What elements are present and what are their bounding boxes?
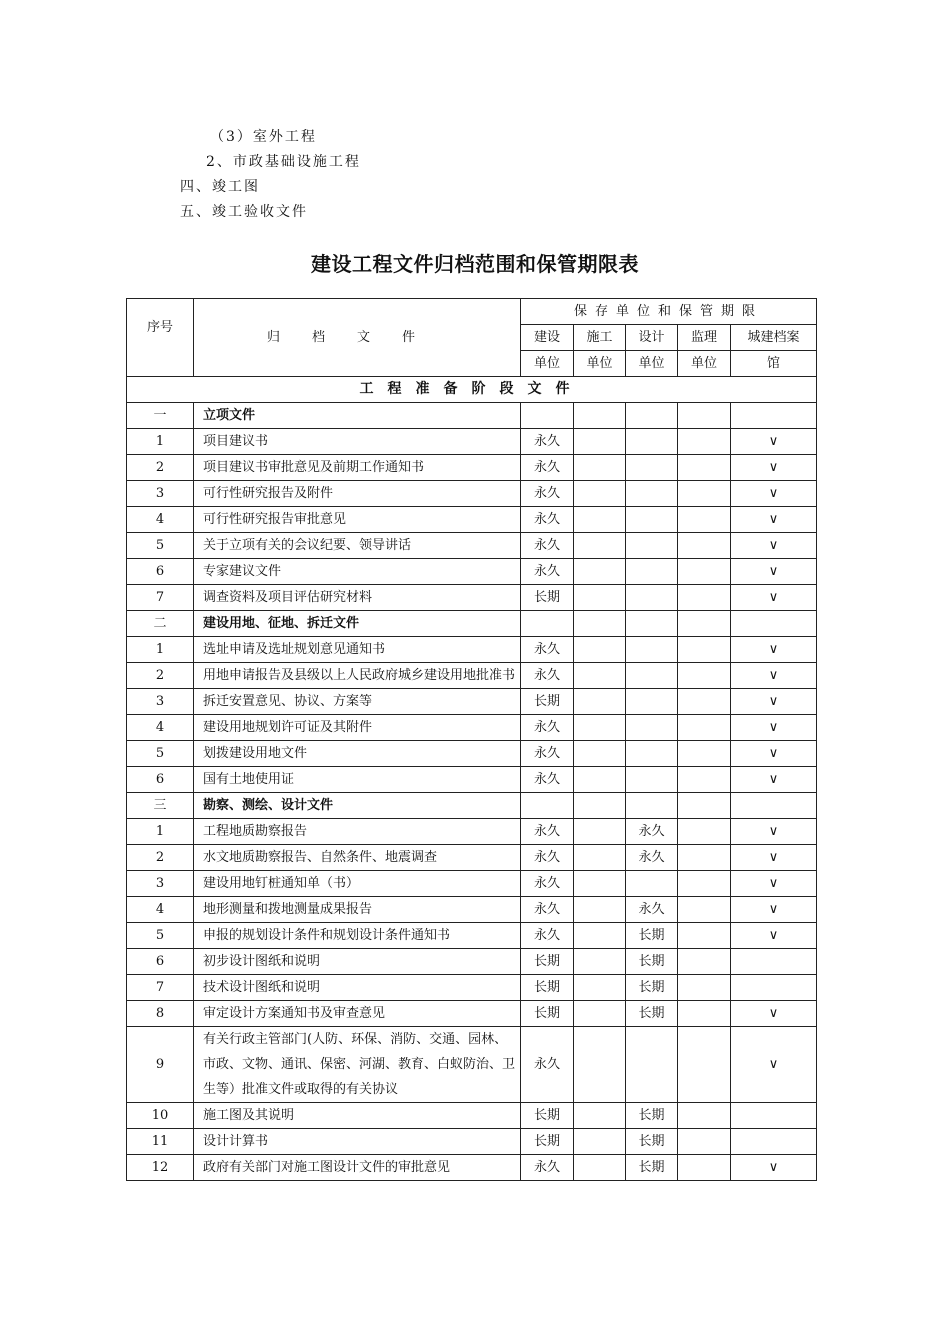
table-row bbox=[127, 845, 817, 871]
retention-supervision-unit bbox=[678, 455, 731, 481]
table-row bbox=[127, 1103, 817, 1129]
row-number: 5 bbox=[127, 923, 194, 949]
table-row bbox=[127, 715, 817, 741]
retention-construction-unit: 永久 bbox=[521, 637, 574, 663]
header-unit-line2: 单位 bbox=[574, 351, 626, 377]
retention-supervision-unit bbox=[678, 897, 731, 923]
retention-urban-archive: ∨ bbox=[731, 923, 817, 949]
retention-contractor bbox=[574, 1001, 626, 1027]
retention-construction-unit: 永久 bbox=[521, 897, 574, 923]
empty-cell bbox=[574, 793, 626, 819]
retention-contractor bbox=[574, 507, 626, 533]
retention-contractor bbox=[574, 1155, 626, 1181]
header-file: 归档文件 bbox=[194, 299, 521, 377]
retention-contractor bbox=[574, 819, 626, 845]
retention-design-unit: 长期 bbox=[626, 1129, 678, 1155]
retention-supervision-unit bbox=[678, 715, 731, 741]
header-unit-line2: 馆 bbox=[731, 351, 817, 377]
row-number: 3 bbox=[127, 871, 194, 897]
retention-contractor bbox=[574, 559, 626, 585]
retention-urban-archive: ∨ bbox=[731, 897, 817, 923]
row-number: 3 bbox=[127, 689, 194, 715]
retention-design-unit bbox=[626, 1027, 678, 1103]
retention-urban-archive: ∨ bbox=[731, 871, 817, 897]
row-number: 5 bbox=[127, 741, 194, 767]
retention-urban-archive: ∨ bbox=[731, 715, 817, 741]
retention-design-unit: 长期 bbox=[626, 1103, 678, 1129]
row-number: 2 bbox=[127, 845, 194, 871]
row-number: 7 bbox=[127, 975, 194, 1001]
table-row bbox=[127, 663, 817, 689]
retention-urban-archive bbox=[731, 1103, 817, 1129]
retention-contractor bbox=[574, 481, 626, 507]
table-row bbox=[127, 975, 817, 1001]
file-name: 政府有关部门对施工图设计文件的审批意见 bbox=[194, 1155, 521, 1181]
table-row bbox=[127, 1027, 817, 1103]
retention-supervision-unit bbox=[678, 481, 731, 507]
header-unit-line1: 建设 bbox=[521, 325, 574, 351]
table-row bbox=[127, 533, 817, 559]
retention-construction-unit: 长期 bbox=[521, 1001, 574, 1027]
archive-table bbox=[126, 298, 817, 1181]
file-name: 建设用地钉桩通知单（书） bbox=[194, 871, 521, 897]
file-name: 初步设计图纸和说明 bbox=[194, 949, 521, 975]
file-name: 选址申请及选址规划意见通知书 bbox=[194, 637, 521, 663]
section-number: 一 bbox=[127, 403, 194, 429]
retention-construction-unit: 永久 bbox=[521, 559, 574, 585]
retention-design-unit bbox=[626, 689, 678, 715]
section-number: 三 bbox=[127, 793, 194, 819]
retention-construction-unit: 长期 bbox=[521, 585, 574, 611]
row-number: 2 bbox=[127, 663, 194, 689]
retention-supervision-unit bbox=[678, 1027, 731, 1103]
retention-supervision-unit bbox=[678, 741, 731, 767]
retention-design-unit: 长期 bbox=[626, 923, 678, 949]
table-row bbox=[127, 585, 817, 611]
retention-urban-archive: ∨ bbox=[731, 507, 817, 533]
retention-supervision-unit bbox=[678, 585, 731, 611]
retention-supervision-unit bbox=[678, 845, 731, 871]
stage-header: 工程准备阶段文件 bbox=[127, 377, 817, 403]
file-name: 项目建议书 bbox=[194, 429, 521, 455]
retention-construction-unit: 永久 bbox=[521, 533, 574, 559]
retention-design-unit: 永久 bbox=[626, 819, 678, 845]
page-title: 建设工程文件归档范围和保管期限表 bbox=[311, 252, 639, 276]
retention-design-unit: 长期 bbox=[626, 1155, 678, 1181]
header-retention-group: 保存单位和保管期限 bbox=[521, 299, 817, 325]
retention-contractor bbox=[574, 975, 626, 1001]
retention-contractor bbox=[574, 923, 626, 949]
table-row bbox=[127, 819, 817, 845]
section-title: 建设用地、征地、拆迁文件 bbox=[194, 611, 521, 637]
retention-construction-unit: 长期 bbox=[521, 689, 574, 715]
retention-design-unit: 长期 bbox=[626, 1001, 678, 1027]
retention-design-unit bbox=[626, 481, 678, 507]
retention-urban-archive: ∨ bbox=[731, 481, 817, 507]
empty-cell bbox=[678, 403, 731, 429]
table-row bbox=[127, 949, 817, 975]
outline-item: （3）室外工程 bbox=[210, 129, 317, 145]
row-number: 7 bbox=[127, 585, 194, 611]
file-name: 可行性研究报告及附件 bbox=[194, 481, 521, 507]
retention-design-unit bbox=[626, 585, 678, 611]
empty-cell bbox=[574, 403, 626, 429]
file-name: 技术设计图纸和说明 bbox=[194, 975, 521, 1001]
retention-supervision-unit bbox=[678, 871, 731, 897]
retention-supervision-unit bbox=[678, 689, 731, 715]
retention-contractor bbox=[574, 455, 626, 481]
section-row bbox=[127, 403, 817, 429]
retention-contractor bbox=[574, 871, 626, 897]
retention-construction-unit: 永久 bbox=[521, 871, 574, 897]
retention-supervision-unit bbox=[678, 637, 731, 663]
retention-design-unit bbox=[626, 455, 678, 481]
empty-cell bbox=[521, 403, 574, 429]
retention-urban-archive: ∨ bbox=[731, 767, 817, 793]
retention-supervision-unit bbox=[678, 767, 731, 793]
retention-contractor bbox=[574, 715, 626, 741]
retention-design-unit: 长期 bbox=[626, 975, 678, 1001]
section-title: 勘察、测绘、设计文件 bbox=[194, 793, 521, 819]
row-number: 4 bbox=[127, 897, 194, 923]
retention-construction-unit: 永久 bbox=[521, 429, 574, 455]
retention-construction-unit: 永久 bbox=[521, 481, 574, 507]
retention-urban-archive: ∨ bbox=[731, 845, 817, 871]
retention-supervision-unit bbox=[678, 507, 731, 533]
empty-cell bbox=[626, 793, 678, 819]
header-unit-line1: 城建档案 bbox=[731, 325, 817, 351]
file-name: 专家建议文件 bbox=[194, 559, 521, 585]
header-unit-line1: 监理 bbox=[678, 325, 731, 351]
retention-supervision-unit bbox=[678, 819, 731, 845]
retention-supervision-unit bbox=[678, 429, 731, 455]
header-unit-line1: 设计 bbox=[626, 325, 678, 351]
retention-contractor bbox=[574, 533, 626, 559]
table-row bbox=[127, 507, 817, 533]
file-name: 工程地质勘察报告 bbox=[194, 819, 521, 845]
row-number: 4 bbox=[127, 715, 194, 741]
row-number: 6 bbox=[127, 949, 194, 975]
retention-supervision-unit bbox=[678, 975, 731, 1001]
retention-contractor bbox=[574, 689, 626, 715]
section-number: 二 bbox=[127, 611, 194, 637]
retention-design-unit: 永久 bbox=[626, 897, 678, 923]
empty-cell bbox=[731, 611, 817, 637]
retention-contractor bbox=[574, 637, 626, 663]
retention-design-unit bbox=[626, 429, 678, 455]
retention-construction-unit: 永久 bbox=[521, 1027, 574, 1103]
retention-design-unit bbox=[626, 767, 678, 793]
retention-design-unit bbox=[626, 533, 678, 559]
retention-urban-archive: ∨ bbox=[731, 663, 817, 689]
table-row bbox=[127, 455, 817, 481]
row-number: 1 bbox=[127, 819, 194, 845]
retention-design-unit bbox=[626, 559, 678, 585]
table-row bbox=[127, 767, 817, 793]
retention-construction-unit: 永久 bbox=[521, 819, 574, 845]
file-name: 划拨建设用地文件 bbox=[194, 741, 521, 767]
row-number: 1 bbox=[127, 637, 194, 663]
file-name: 项目建议书审批意见及前期工作通知书 bbox=[194, 455, 521, 481]
table-body bbox=[127, 377, 817, 1181]
retention-design-unit bbox=[626, 507, 678, 533]
file-name: 申报的规划设计条件和规划设计条件通知书 bbox=[194, 923, 521, 949]
file-name: 用地申请报告及县级以上人民政府城乡建设用地批准书 bbox=[194, 663, 521, 689]
row-number: 11 bbox=[127, 1129, 194, 1155]
retention-urban-archive: ∨ bbox=[731, 819, 817, 845]
section-title: 立项文件 bbox=[194, 403, 521, 429]
row-number: 10 bbox=[127, 1103, 194, 1129]
retention-supervision-unit bbox=[678, 533, 731, 559]
row-number: 3 bbox=[127, 481, 194, 507]
table-row bbox=[127, 689, 817, 715]
empty-cell bbox=[626, 611, 678, 637]
retention-contractor bbox=[574, 767, 626, 793]
retention-urban-archive bbox=[731, 949, 817, 975]
row-number: 9 bbox=[127, 1027, 194, 1103]
row-number: 1 bbox=[127, 429, 194, 455]
empty-cell bbox=[574, 611, 626, 637]
file-name: 水文地质勘察报告、自然条件、地震调查 bbox=[194, 845, 521, 871]
row-number: 5 bbox=[127, 533, 194, 559]
file-name: 关于立项有关的会议纪要、领导讲话 bbox=[194, 533, 521, 559]
retention-construction-unit: 永久 bbox=[521, 507, 574, 533]
retention-construction-unit: 永久 bbox=[521, 663, 574, 689]
retention-contractor bbox=[574, 1103, 626, 1129]
retention-supervision-unit bbox=[678, 949, 731, 975]
retention-supervision-unit bbox=[678, 663, 731, 689]
file-name: 施工图及其说明 bbox=[194, 1103, 521, 1129]
header-unit-line2: 单位 bbox=[626, 351, 678, 377]
file-name: 审定设计方案通知书及审查意见 bbox=[194, 1001, 521, 1027]
file-name: 地形测量和拨地测量成果报告 bbox=[194, 897, 521, 923]
retention-urban-archive bbox=[731, 975, 817, 1001]
empty-cell bbox=[521, 611, 574, 637]
table-row bbox=[127, 1001, 817, 1027]
retention-supervision-unit bbox=[678, 923, 731, 949]
retention-urban-archive: ∨ bbox=[731, 1027, 817, 1103]
retention-contractor bbox=[574, 1129, 626, 1155]
retention-construction-unit: 永久 bbox=[521, 767, 574, 793]
header-no: 序号 bbox=[127, 299, 194, 377]
retention-urban-archive: ∨ bbox=[731, 1155, 817, 1181]
retention-supervision-unit bbox=[678, 1103, 731, 1129]
file-name: 有关行政主管部门(人防、环保、消防、交通、园林、市政、文物、通讯、保密、河湖、教育、白蚁防治、卫生等）批准文件或取得的有关协议 bbox=[194, 1027, 521, 1103]
table-row bbox=[127, 1155, 817, 1181]
retention-design-unit bbox=[626, 637, 678, 663]
table-row bbox=[127, 481, 817, 507]
retention-construction-unit: 长期 bbox=[521, 1129, 574, 1155]
row-number: 6 bbox=[127, 767, 194, 793]
outline-item: 四、竣工图 bbox=[180, 179, 260, 195]
table-row bbox=[127, 1129, 817, 1155]
retention-contractor bbox=[574, 663, 626, 689]
header-unit-line1: 施工 bbox=[574, 325, 626, 351]
retention-construction-unit: 永久 bbox=[521, 715, 574, 741]
row-number: 2 bbox=[127, 455, 194, 481]
retention-supervision-unit bbox=[678, 1155, 731, 1181]
retention-supervision-unit bbox=[678, 1129, 731, 1155]
table-row bbox=[127, 923, 817, 949]
retention-construction-unit: 长期 bbox=[521, 975, 574, 1001]
file-name: 拆迁安置意见、协议、方案等 bbox=[194, 689, 521, 715]
row-number: 12 bbox=[127, 1155, 194, 1181]
empty-cell bbox=[521, 793, 574, 819]
empty-cell bbox=[731, 793, 817, 819]
retention-urban-archive: ∨ bbox=[731, 429, 817, 455]
retention-construction-unit: 永久 bbox=[521, 455, 574, 481]
table-row bbox=[127, 429, 817, 455]
retention-urban-archive bbox=[731, 1129, 817, 1155]
file-name: 设计计算书 bbox=[194, 1129, 521, 1155]
retention-design-unit bbox=[626, 715, 678, 741]
table-row bbox=[127, 637, 817, 663]
retention-design-unit bbox=[626, 741, 678, 767]
retention-supervision-unit bbox=[678, 1001, 731, 1027]
retention-construction-unit: 永久 bbox=[521, 741, 574, 767]
outline-item: 五、竣工验收文件 bbox=[180, 204, 308, 220]
retention-construction-unit: 永久 bbox=[521, 1155, 574, 1181]
empty-cell bbox=[731, 403, 817, 429]
retention-urban-archive: ∨ bbox=[731, 559, 817, 585]
retention-contractor bbox=[574, 741, 626, 767]
header-unit-line2: 单位 bbox=[521, 351, 574, 377]
retention-design-unit bbox=[626, 663, 678, 689]
file-name: 国有土地使用证 bbox=[194, 767, 521, 793]
retention-contractor bbox=[574, 585, 626, 611]
retention-urban-archive: ∨ bbox=[731, 637, 817, 663]
section-row bbox=[127, 611, 817, 637]
retention-construction-unit: 长期 bbox=[521, 1103, 574, 1129]
retention-design-unit: 长期 bbox=[626, 949, 678, 975]
header-unit-line2: 单位 bbox=[678, 351, 731, 377]
retention-construction-unit: 长期 bbox=[521, 949, 574, 975]
file-name: 建设用地规划许可证及其附件 bbox=[194, 715, 521, 741]
row-number: 8 bbox=[127, 1001, 194, 1027]
table-row bbox=[127, 559, 817, 585]
table-row bbox=[127, 897, 817, 923]
retention-contractor bbox=[574, 845, 626, 871]
file-name: 调查资料及项目评估研究材料 bbox=[194, 585, 521, 611]
row-number: 6 bbox=[127, 559, 194, 585]
section-row bbox=[127, 793, 817, 819]
retention-urban-archive: ∨ bbox=[731, 689, 817, 715]
table-row bbox=[127, 871, 817, 897]
outline-item: 2、市政基础设施工程 bbox=[206, 154, 361, 170]
retention-urban-archive: ∨ bbox=[731, 533, 817, 559]
empty-cell bbox=[626, 403, 678, 429]
empty-cell bbox=[678, 611, 731, 637]
retention-urban-archive: ∨ bbox=[731, 585, 817, 611]
retention-construction-unit: 永久 bbox=[521, 845, 574, 871]
retention-urban-archive: ∨ bbox=[731, 455, 817, 481]
table-row bbox=[127, 741, 817, 767]
retention-contractor bbox=[574, 897, 626, 923]
file-name: 可行性研究报告审批意见 bbox=[194, 507, 521, 533]
retention-contractor bbox=[574, 949, 626, 975]
retention-construction-unit: 永久 bbox=[521, 923, 574, 949]
retention-urban-archive: ∨ bbox=[731, 741, 817, 767]
empty-cell bbox=[678, 793, 731, 819]
retention-design-unit bbox=[626, 871, 678, 897]
retention-contractor bbox=[574, 1027, 626, 1103]
retention-design-unit: 永久 bbox=[626, 845, 678, 871]
retention-supervision-unit bbox=[678, 559, 731, 585]
row-number: 4 bbox=[127, 507, 194, 533]
retention-contractor bbox=[574, 429, 626, 455]
retention-urban-archive: ∨ bbox=[731, 1001, 817, 1027]
